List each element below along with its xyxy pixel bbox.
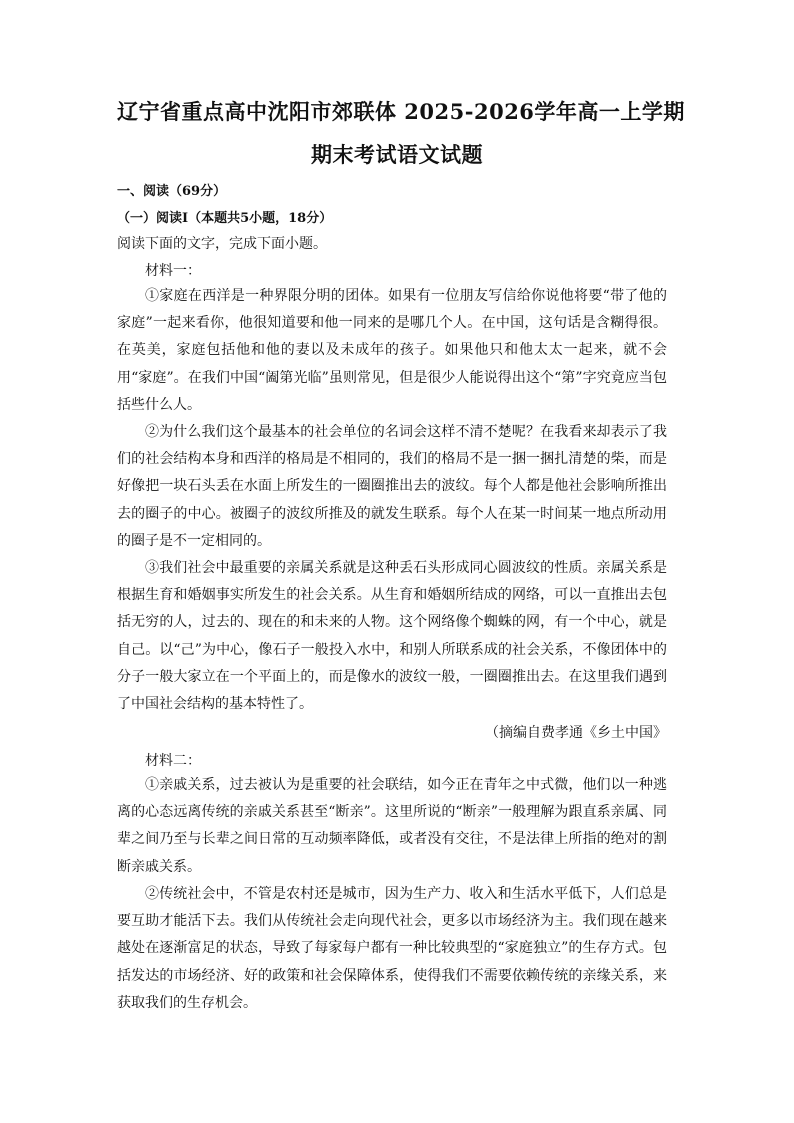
material2-paragraph-2: ②传统社会中，不管是农村还是城市，因为生产力、收入和生活水平低下，人们总是要互助才能活下去。我们从传统社会走向现代社会，更多以市场经济为主。我们现在越来越处在逐渐富足的状态，导致了每家每户都有一种比较典型的“家庭独立”的生存方式。包括发达的市场经济、好的政策和社会保障体系，使得我们不需要依赖传统的亲缘关系，来获取我们的生存机会。 — [117, 886, 667, 1011]
material1-paragraph-2: ②为什么我们这个最基本的社会单位的名词会这样不清不楚呢？在我看来却表示了我们的社会结构本身和西洋的格局是不相同的，我们的格局不是一捆一捆扎清楚的柴，而是好像把一块石头丢在水面上所发生的一圈圈推出去的波纹。每个人都是他社会影响所推出去的圈子的中心。被圈子的波纹所推及的就发生联系。每个人在某一时间某一地点所动用的圈子是不一定相同的。 — [117, 424, 667, 549]
sub-heading: （一）阅读Ⅰ（本题共5小题，18分） — [117, 211, 333, 226]
material1-source: （摘编自费孝通《乡土中国》 — [485, 725, 667, 741]
material1-paragraph-1: ①家庭在西洋是一种界限分明的团体。如果有一位朋友写信给你说他将要“带了他的家庭”一起来看你，他很知道要和他一同来的是哪几个人。在中国，这句话是含糊得很。在英美，家庭包括他和他的妻以及未成年的孩子。如果他只和他太太一起来，就不会用“家庭”。在我们中国“阖第光临”虽则常见，但是很少人能说得出这个“第”字究竟应当包括些什么人。 — [117, 288, 667, 413]
material1-paragraph-3: ③我们社会中最重要的亲属关系就是这种丢石头形成同心圆波纹的性质。亲属关系是根据生育和婚姻事实所发生的社会关系。从生育和婚姻所结成的网络，可以一直推出去包括无穷的人，过去的、现在的和未来的人物。这个网络像个蜘蛛的网，有一个中心，就是自己。以“己”为中心，像石子一般投入水中，和别人所联系成的社会关系，不像团体中的分子一般大家立在一个平面上的，而是像水的波纹一般，一圈圈推出去。在这里我们遇到了中国社会结构的基本特性了。 — [117, 560, 667, 713]
part-heading: 一、阅读（69分） — [117, 184, 227, 199]
material1-label: 材料一： — [145, 263, 201, 279]
material2-paragraph-1: ①亲戚关系，过去被认为是重要的社会联结，如今正在青年之中式微，他们以一种逃离的心态远离传统的亲戚关系甚至“断亲”。这里所说的“断亲”一般理解为跟直系亲属、同辈之间乃至与长辈之间日常的互动频率降低，或者没有交往，不是法律上所指的绝对的割断亲戚关系。 — [117, 777, 667, 875]
exam-title-line1: 辽宁省重点高中沈阳市郊联体 2025-2026学年高一上学期 — [117, 99, 685, 124]
material2-label: 材料二： — [145, 753, 201, 769]
instruction-text: 阅读下面的文字，完成下面小题。 — [117, 236, 327, 252]
exam-title-line2: 期末考试语文试题 — [311, 142, 483, 167]
